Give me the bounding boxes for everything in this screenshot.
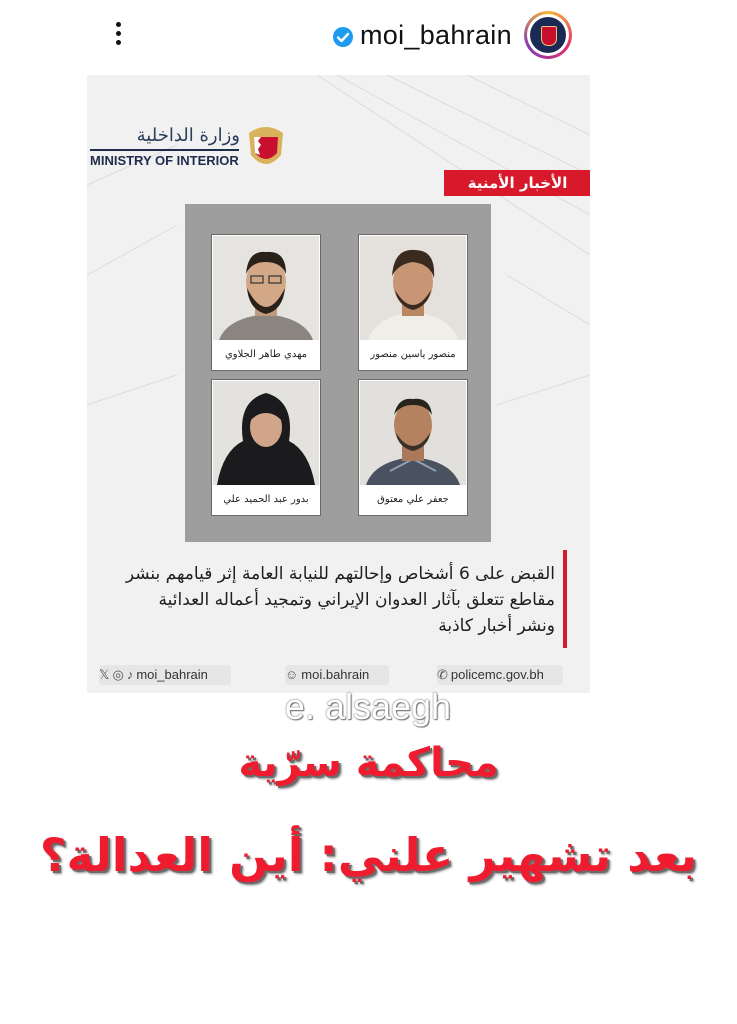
suspect-photo [213,381,319,485]
suspect-photo [213,236,319,340]
suspect-name: جعفر علي معتوق [377,494,449,505]
post-image [87,75,590,693]
more-vertical-icon[interactable] [108,22,128,52]
watermark: e. alsaegh [284,686,452,727]
account-username[interactable]: moi_bahrain [360,20,512,50]
instagram-icon: ◎ [112,667,124,682]
website-icon: ✆ [437,667,448,682]
headline-secondary: بعد تشهير علني: أين العدالة؟ [39,828,698,882]
suspect-card [358,234,468,371]
suspect-card [358,379,468,516]
moi-crest-icon [530,17,566,53]
ministry-name-english: MINISTRY OF INTERIOR [90,149,239,168]
snap-handle-text: moi.bahrain [301,667,370,682]
announcement-accent-bar [563,550,567,648]
suspect-card [211,234,321,371]
announcement-line: مقاطع تتعلق بآثار العدوان الإيراني وتمجيد أعماله العدائية [158,590,555,610]
suspect-name: مهدي طاهر الجلاوي [224,349,308,360]
suspect-photo [360,381,466,485]
footer-social-handle [99,665,231,685]
verified-badge-icon [333,27,353,47]
footer-website [437,665,563,685]
bahrain-crest-icon [245,125,287,171]
announcement-line: ونشر أخبار كاذبة [438,616,555,636]
snapchat-icon: ☺ [285,667,299,682]
footer-snap-handle [285,665,389,685]
x-icon: 𝕏 [99,667,110,682]
section-tag: الأخبار الأمنية [444,170,590,196]
suspect-name: منصور ياسين منصور [370,349,456,360]
website-text: policemc.gov.bh [450,667,544,682]
tiktok-icon: ♪ [126,667,134,682]
announcement-line: القبض على 6 أشخاص وإحالتهم للنيابة العامة إثر قيامهم بنشر [125,564,555,584]
avatar[interactable] [524,11,572,59]
suspect-photo [360,236,466,340]
post-header [0,0,737,75]
suspect-card [211,379,321,516]
ministry-name-arabic: وزارة الداخلية [136,125,240,146]
social-handle-text: moi_bahrain [136,667,208,682]
ministry-logo [90,125,290,173]
suspects-photo-panel [185,204,491,542]
suspect-name: بدور عبد الحميد علي [223,494,309,505]
announcement-text [107,561,555,639]
headline-primary: محاكمة سرّية [238,740,499,786]
